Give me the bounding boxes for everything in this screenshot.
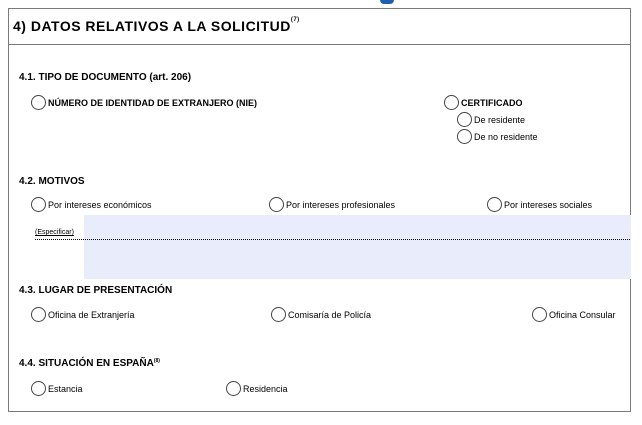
top-decoration — [380, 0, 394, 4]
radio-residencia[interactable] — [226, 381, 288, 396]
radio-circle-icon[interactable] — [31, 381, 46, 396]
radio-circle-icon[interactable] — [532, 307, 547, 322]
radio-certificado-label: CERTIFICADO — [461, 97, 523, 108]
section-4-2-title: 4.2. MOTIVOS — [19, 176, 85, 187]
radio-intereses-sociales-label: Por intereses sociales — [504, 199, 593, 210]
radio-residencia-label: Residencia — [243, 383, 288, 394]
radio-comisaria-policia[interactable] — [271, 307, 371, 322]
radio-de-residente[interactable] — [457, 112, 525, 127]
especificar-dotted-line — [35, 239, 630, 240]
radio-circle-icon[interactable] — [457, 129, 472, 144]
section-4-3-title: 4.3. LUGAR DE PRESENTACIÓN — [19, 285, 173, 296]
especificar-label: (Especificar) — [35, 229, 74, 236]
radio-circle-icon[interactable] — [31, 197, 46, 212]
radio-circle-icon[interactable] — [226, 381, 241, 396]
radio-oficina-extranjeria[interactable] — [31, 307, 135, 322]
radio-intereses-profesionales[interactable] — [269, 197, 395, 212]
radio-nie-label: NÚMERO DE IDENTIDAD DE EXTRANJERO (NIE) — [48, 97, 258, 108]
footnote-ref-8: (8) — [153, 358, 160, 364]
radio-intereses-economicos-label: Por intereses económicos — [48, 199, 152, 210]
radio-estancia[interactable] — [31, 381, 83, 396]
radio-de-residente-label: De residente — [474, 114, 526, 125]
section-header — [9, 9, 630, 45]
radio-circle-icon[interactable] — [271, 307, 286, 322]
footnote-ref-7: (7) — [290, 17, 300, 23]
radio-intereses-sociales[interactable] — [487, 197, 592, 212]
radio-circle-icon[interactable] — [31, 95, 46, 110]
section-4-4-title: 4.4. SITUACIÓN EN ESPAÑA$^{(8)}$ — [19, 358, 160, 369]
radio-circle-icon[interactable] — [269, 197, 284, 212]
radio-de-no-residente-label: De no residente — [474, 131, 538, 142]
radio-comisaria-policia-label: Comisaría de Policía — [288, 309, 372, 320]
radio-certificado[interactable] — [444, 95, 523, 110]
radio-intereses-economicos[interactable] — [31, 197, 152, 212]
radio-circle-icon[interactable] — [31, 307, 46, 322]
section-4-1-title: 4.1. TIPO DE DOCUMENTO (art. 206) — [19, 72, 192, 83]
radio-oficina-consular-label: Oficina Consular — [549, 309, 616, 320]
radio-oficina-extranjeria-label: Oficina de Extranjería — [48, 309, 135, 320]
radio-de-no-residente[interactable] — [457, 129, 538, 144]
radio-circle-icon[interactable] — [444, 95, 459, 110]
section-title: 4) DATOS RELATIVOS A LA SOLICITUD$^{(7)}$ — [13, 17, 300, 34]
especificar-text-field[interactable] — [84, 215, 631, 279]
radio-oficina-consular[interactable] — [532, 307, 616, 322]
radio-estancia-label: Estancia — [48, 383, 83, 394]
radio-circle-icon[interactable] — [457, 112, 472, 127]
radio-nie[interactable] — [31, 95, 257, 110]
solicitud-section-box — [8, 8, 631, 412]
radio-intereses-profesionales-label: Por intereses profesionales — [286, 199, 396, 210]
radio-circle-icon[interactable] — [487, 197, 502, 212]
